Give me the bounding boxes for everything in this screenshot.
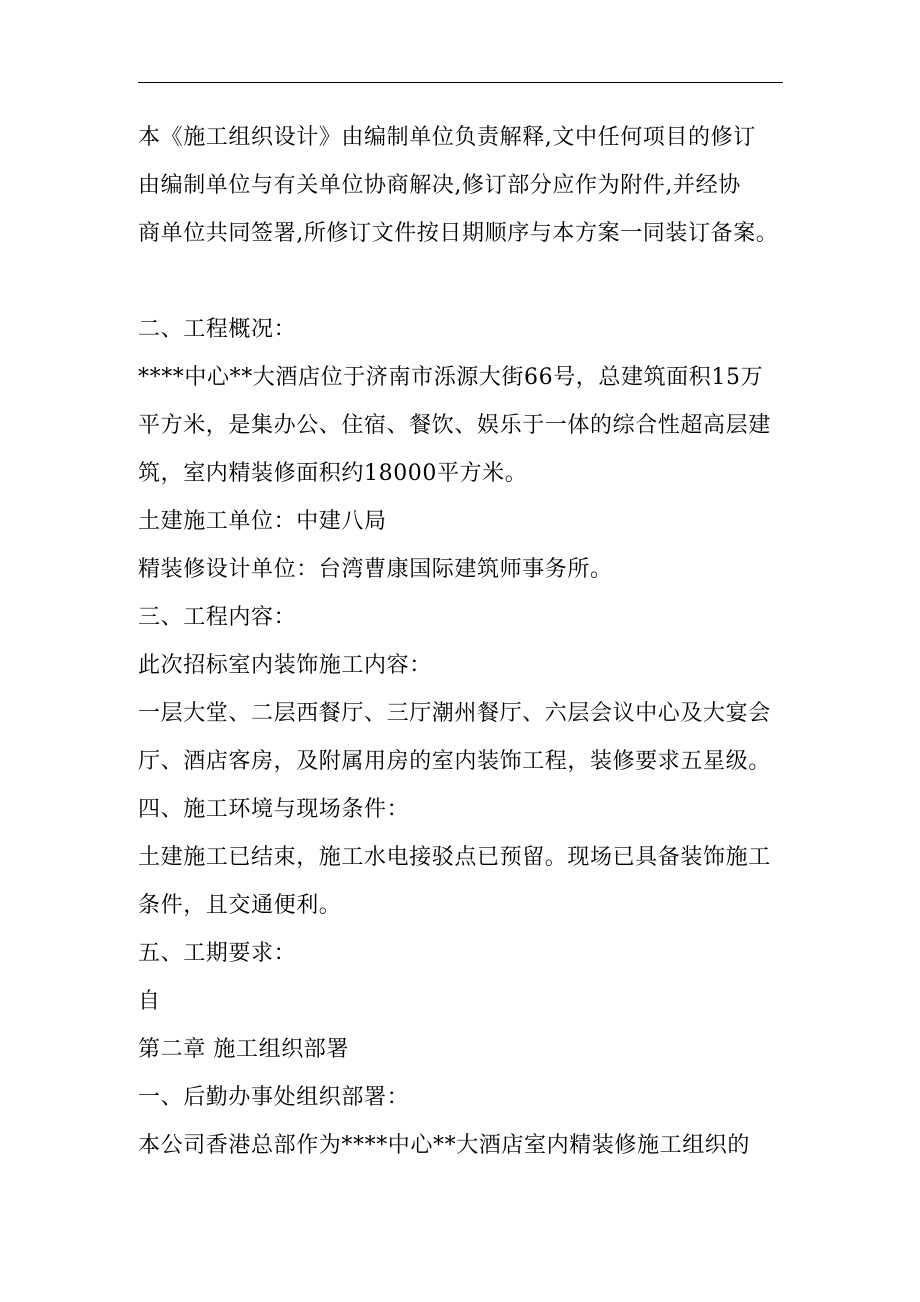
chapter-heading: 第二章 施工组织部署 [138,1037,349,1062]
section-heading-logistics: 一、后勤办事处组织部署： [138,1085,410,1110]
text-line: 土建施工已结束，施工水电接驳点已预留。现场已具备装饰施工 [138,845,771,870]
text-line: 条件，且交通便利。 [138,893,342,918]
text-line: 本公司香港总部作为****中心**大酒店室内精装修施工组织的 [138,1133,751,1158]
intro-paragraph [138,114,798,258]
text-line: 此次招标室内装饰施工内容： [138,653,432,678]
text-line: 由编制单位与有关单位协商解决,修订部分应作为附件,并经协 [138,173,741,198]
text-line: 商单位共同签署,所修订文件按日期顺序与本方案一同装订备案。 [138,221,779,246]
section-heading-content: 三、工程内容： [138,605,297,630]
text-line: 平方米，是集办公、住宿、餐饮、娱乐于一体的综合性超高层建 [138,413,771,438]
section-heading-overview: 二、工程概况： [138,317,297,342]
body-text [138,306,798,1170]
text-line: ****中心**大酒店位于济南市泺源大街66号，总建筑面积15万 [138,365,764,390]
text-line: 本《施工组织设计》由编制单位负责解释,文中任何项目的修订 [138,125,756,150]
header-rule [138,82,783,83]
text-line: 一层大堂、二层西餐厅、三厅潮州餐厅、六层会议中心及大宴会 [138,701,771,726]
text-line: 自 [138,989,161,1014]
text-line: 精装修设计单位：台湾曹康国际建筑师事务所。 [138,557,613,582]
section-heading-schedule: 五、工期要求： [138,941,297,966]
text-line: 土建施工单位：中建八局 [138,509,387,534]
text-line: 筑，室内精装修面积约18000平方米。 [138,461,528,486]
text-line: 厅、酒店客房，及附属用房的室内装饰工程，装修要求五星级。 [138,749,771,774]
section-heading-environment: 四、施工环境与现场条件： [138,797,410,822]
